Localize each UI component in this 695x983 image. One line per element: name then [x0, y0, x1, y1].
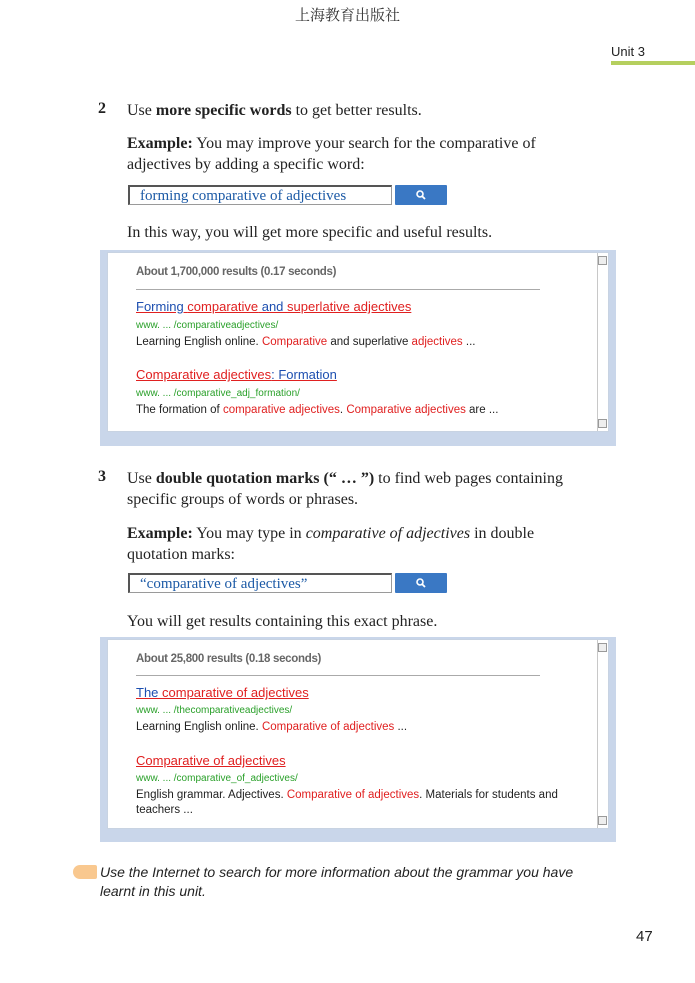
- tip-2-number: 2: [98, 100, 106, 117]
- tip-2-example: Example: You may improve your search for the comparative of adjectives by adding a specific word:: [127, 135, 536, 173]
- scroll-down-arrow-icon[interactable]: [598, 419, 607, 428]
- result-snippet-segment: comparative adjectives: [222, 404, 340, 416]
- result-snippet-segment: ...: [462, 336, 476, 348]
- search-button[interactable]: [395, 185, 447, 205]
- note-text: Use the Internet to search for more information about the grammar you have learnt in this unit.: [100, 864, 574, 899]
- scroll-down-arrow-icon[interactable]: [598, 816, 607, 825]
- tip-2-heading: Use more specific words to get better results.: [127, 102, 422, 119]
- unit-label: Unit 3: [611, 44, 645, 59]
- result-snippet-segment: Comparative adjectives: [346, 404, 466, 416]
- scrollbar[interactable]: [597, 640, 608, 828]
- results-divider: [136, 675, 540, 676]
- tip-3-keyword: double quotation marks (“ … ”): [155, 470, 375, 487]
- result-snippet: [136, 788, 566, 818]
- scroll-up-arrow-icon[interactable]: [598, 256, 607, 265]
- search-button[interactable]: [395, 573, 447, 593]
- result-url: www. ... /comparative_adj_formation/: [136, 388, 300, 399]
- result-snippet-segment: ...: [394, 721, 408, 733]
- result-title-segment: Forming: [136, 299, 188, 314]
- tip-2-keyword: more specific words: [155, 102, 292, 119]
- search-input-quoted[interactable]: “comparative of adjectives”: [128, 573, 392, 593]
- result-snippet-segment: Learning English online.: [136, 721, 262, 733]
- result-url: www. ... /thecomparativeadjectives/: [136, 705, 293, 716]
- result-snippet-segment: English grammar. Adjectives.: [136, 789, 287, 801]
- result-title-segment: adjectives: [353, 299, 412, 314]
- note-tab-icon: [73, 865, 97, 879]
- result-title-segment: comparative: [187, 299, 259, 314]
- result-snippet-segment: Comparative of adjectives: [261, 721, 395, 733]
- unit-bar: [611, 61, 695, 65]
- scroll-up-arrow-icon[interactable]: [598, 643, 607, 652]
- page-number: 47: [636, 928, 653, 945]
- result-title[interactable]: [136, 753, 286, 768]
- results-divider: [136, 289, 540, 290]
- scrollbar[interactable]: [597, 253, 608, 431]
- result-snippet-segment: Comparative of adjectives: [286, 789, 420, 801]
- result-snippet-segment: The formation of: [136, 404, 223, 416]
- tip-3-result-text: You will get results containing this exact phrase.: [127, 613, 438, 630]
- result-title[interactable]: [136, 685, 309, 700]
- result-snippet-segment: Learning English online.: [136, 336, 262, 348]
- result-title-segment: superlative: [287, 299, 350, 314]
- result-title-segment: : Formation: [271, 367, 337, 382]
- results-count: About 25,800 results (0.18 seconds): [136, 653, 322, 665]
- result-url: www. ... /comparative_of_adjectives/: [136, 773, 298, 784]
- search-icon: [415, 189, 427, 201]
- result-title-segment: and: [258, 299, 288, 314]
- result-snippet: [136, 403, 566, 418]
- result-snippet-segment: adjectives: [411, 336, 463, 348]
- result-title[interactable]: [136, 367, 337, 382]
- result-title-segment: Comparative of adjectives: [136, 753, 286, 768]
- result-title[interactable]: [136, 299, 411, 314]
- search-icon: [415, 577, 427, 589]
- result-snippet-segment: Comparative: [261, 336, 328, 348]
- results-panel-1: [107, 252, 609, 432]
- tip-3-number: 3: [98, 468, 106, 485]
- result-snippet-segment: .: [339, 404, 347, 416]
- result-snippet-segment: and superlative: [327, 336, 412, 348]
- result-snippet: [136, 335, 566, 350]
- results-panel-2: [107, 639, 609, 829]
- tip-3-heading: Use double quotation marks (“ … ”) to find web pages containing specific groups of words or phrases.: [127, 470, 563, 508]
- result-url: www. ... /comparativeadjectives/: [136, 320, 279, 331]
- publisher-name: 上海教育出版社: [294, 8, 400, 24]
- result-snippet-segment: are ...: [465, 404, 499, 416]
- tip-2-result-text: In this way, you will get more specific and useful results.: [127, 224, 493, 241]
- result-snippet-segment: . Materials for students and teachers ...: [136, 789, 558, 816]
- results-count: About 1,700,000 results (0.17 seconds): [136, 266, 337, 278]
- tip-3-example: Example: You may type in comparative of adjectives in double quotation marks:: [127, 525, 535, 563]
- search-input-specific[interactable]: forming comparative of adjectives: [128, 185, 392, 205]
- result-title-segment: The: [136, 685, 163, 700]
- result-title-segment: comparative of adjectives: [162, 685, 309, 700]
- result-snippet: [136, 720, 566, 735]
- result-title-segment: Comparative adjectives: [136, 367, 272, 382]
